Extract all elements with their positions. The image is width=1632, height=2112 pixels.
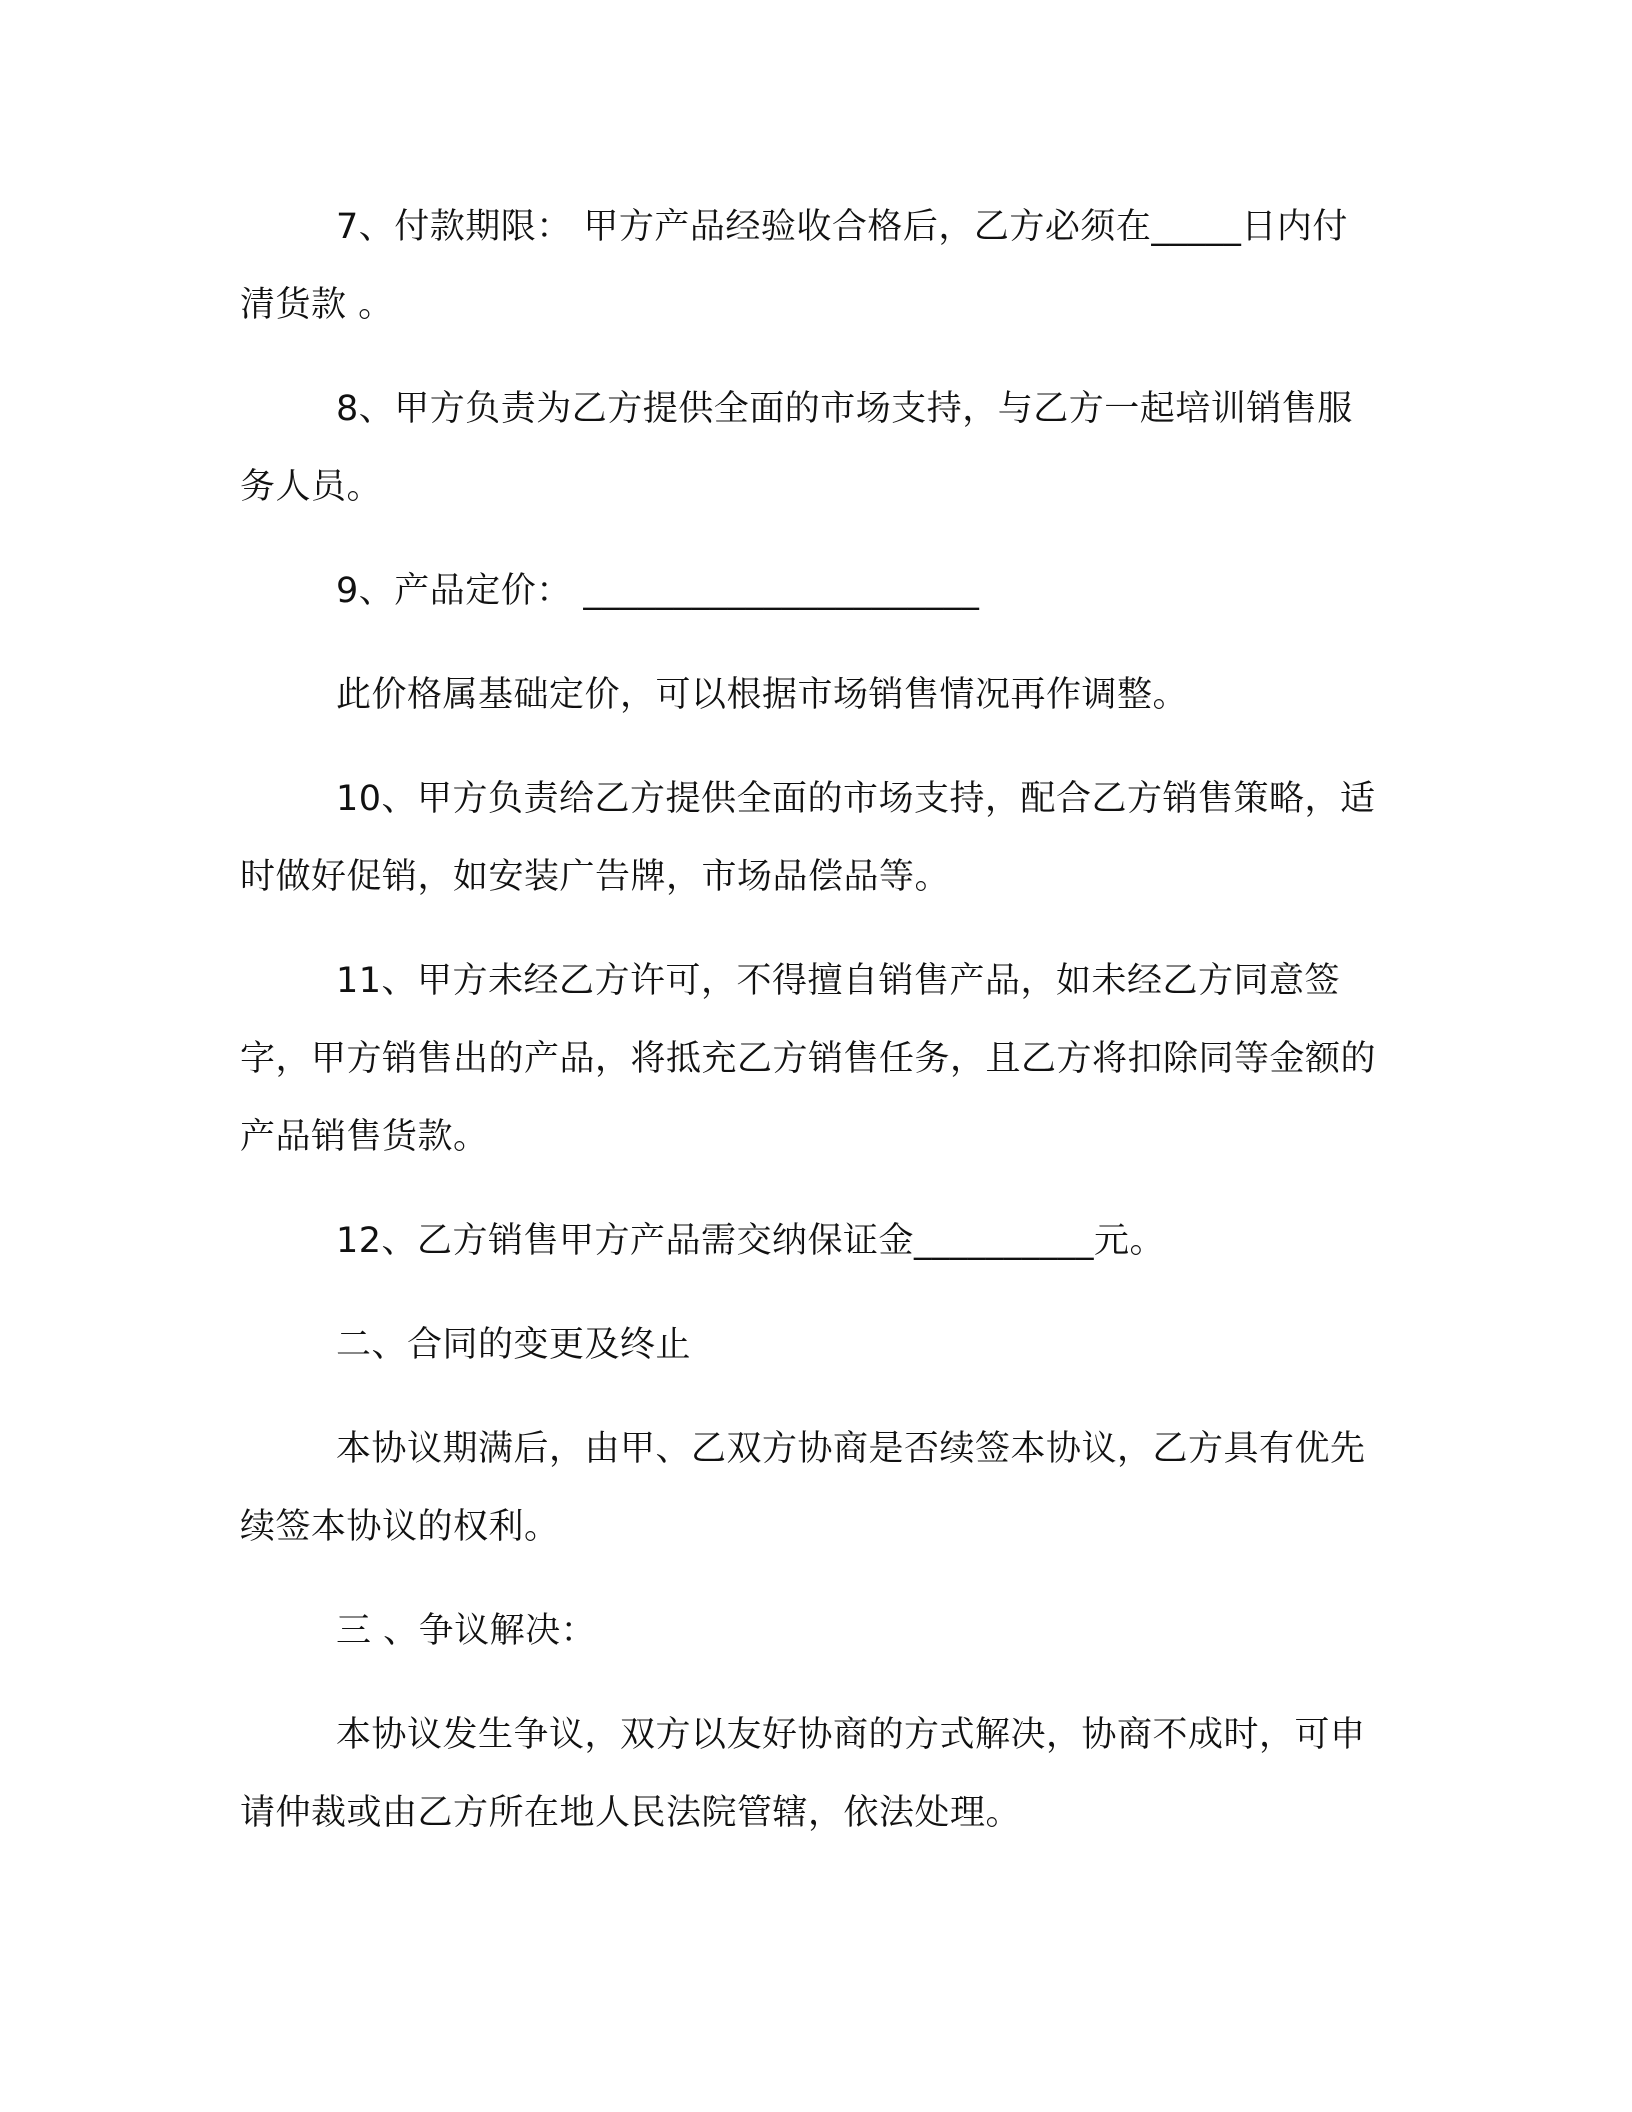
section-3-body: 本协议发生争议，双方以友好协商的方式解决，协商不成时，可申请仲裁或由乙方所在地人民法院管辖，依法处理。 (240, 1715, 1366, 1833)
pricing-note: 此价格属基础定价，可以根据市场销售情况再作调整。 (336, 675, 1189, 715)
clause-8-market-support: 8、甲方负责为乙方提供全面的市场支持，与乙方一起培训销售服务人员。 (240, 389, 1353, 507)
section-2-heading: 二、合同的变更及终止 (336, 1325, 692, 1365)
document-page (240, 188, 1380, 1878)
clause-9-product-pricing: 9、产品定价： ______________________ (336, 571, 980, 611)
clause-11-unauthorized-sales: 11、甲方未经乙方许可，不得擅自销售产品，如未经乙方同意签字，甲方销售出的产品，将抵充乙方销售任务，且乙方将扣除同等金额的产品销售货款。 (240, 961, 1377, 1157)
clause-7-payment-term: 7、付款期限： 甲方产品经验收合格后，乙方必须在_____日内付清货款 。 (240, 207, 1348, 325)
clause-10-promotion-support: 10、甲方负责给乙方提供全面的市场支持，配合乙方销售策略，适时做好促销，如安装广告牌，市场品偿品等。 (240, 779, 1376, 897)
clause-12-deposit: 12、乙方销售甲方产品需交纳保证金__________元。 (336, 1221, 1166, 1261)
section-2-body: 本协议期满后，由甲、乙双方协商是否续签本协议，乙方具有优先续签本协议的权利。 (240, 1429, 1366, 1547)
section-3-heading: 三 、争议解决： (336, 1611, 597, 1651)
